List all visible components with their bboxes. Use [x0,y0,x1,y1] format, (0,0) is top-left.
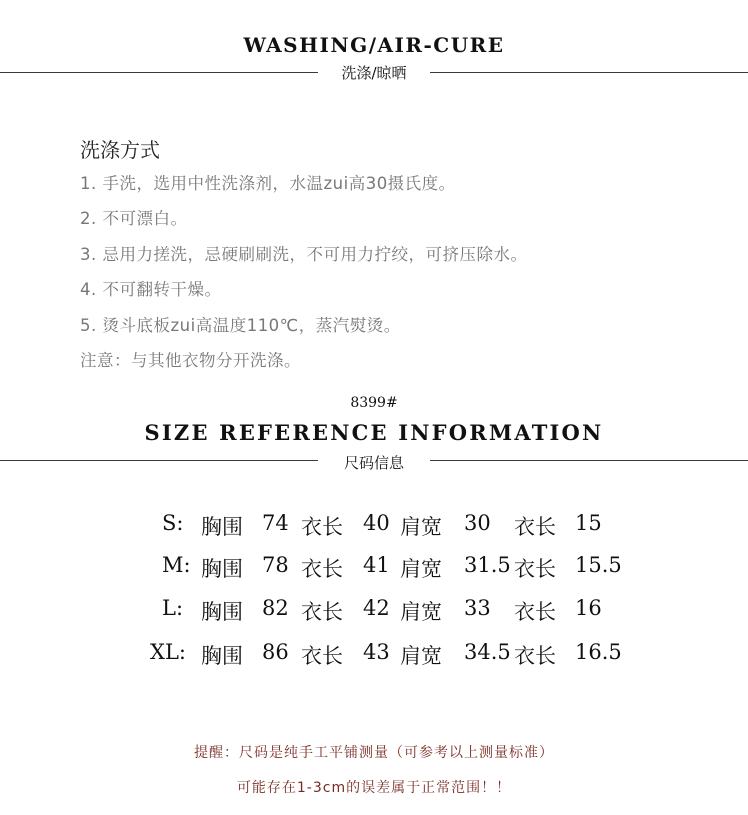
shoulder-value: 31.5 [464,553,511,577]
product-code: 8399# [350,395,398,411]
size-label: M: [162,553,191,577]
length-value: 42 [363,596,390,620]
length-label: 衣长 [301,557,343,581]
size-section-title: SIZE REFERENCE INFORMATION [144,420,604,445]
sleeve-value: 16 [575,596,602,620]
shoulder-label: 肩宽 [400,600,442,624]
length-label: 衣长 [301,600,343,624]
size-label: S: [162,511,184,535]
size-label: XL: [150,640,186,664]
sleeve-label: 衣长 [514,515,556,539]
shoulder-value: 33 [464,596,491,620]
chest-label: 胸围 [201,557,243,581]
washing-item: 1. 手洗，选用中性洗涤剂，水温zui高30摄氏度。 [80,174,456,193]
washing-section-subtitle: 洗涤/晾晒 [341,64,407,82]
washing-section-title: WASHING/AIR-CURE [243,33,505,57]
sleeve-label: 衣长 [514,600,556,624]
length-label: 衣长 [301,515,343,539]
chest-label: 胸围 [201,600,243,624]
length-value: 43 [363,640,390,664]
sleeve-value: 16.5 [575,640,622,664]
length-value: 40 [363,511,390,535]
washing-item: 5. 烫斗底板zui高温度110℃，蒸汽熨烫。 [80,316,401,335]
sleeve-value: 15.5 [575,553,622,577]
shoulder-label: 肩宽 [400,644,442,668]
shoulder-label: 肩宽 [400,515,442,539]
sleeve-label: 衣长 [514,557,556,581]
washing-item: 3. 忌用力搓洗，忌硬刷刷洗，不可用力拧绞，可挤压除水。 [80,245,528,264]
washing-item: 4. 不可翻转干燥。 [80,280,222,299]
measurement-reminder: 提醒：尺码是纯手工平铺测量（可参考以上测量标准） [194,745,554,761]
sleeve-value: 15 [575,511,602,535]
chest-value: 78 [262,553,289,577]
length-label: 衣长 [301,644,343,668]
chest-label: 胸围 [201,515,243,539]
chest-value: 82 [262,596,289,620]
size-row-xl [0,640,748,670]
shoulder-label: 肩宽 [400,557,442,581]
chest-value: 74 [262,511,289,535]
size-row-l [0,596,748,626]
washing-method-heading: 洗涤方式 [80,138,160,162]
error-range-note: 可能存在1-3cm的误差属于正常范围！！ [236,780,512,796]
chest-label: 胸围 [201,644,243,668]
size-section-subtitle: 尺码信息 [343,454,404,472]
sleeve-label: 衣长 [514,644,556,668]
length-value: 41 [363,553,390,577]
size-row-m [0,553,748,583]
shoulder-value: 30 [464,511,491,535]
washing-item: 2. 不可漂白。 [80,209,188,228]
size-label: L: [162,596,184,620]
shoulder-value: 34.5 [464,640,511,664]
size-row-s [0,511,748,541]
washing-note: 注意：与其他衣物分开洗涤。 [80,351,301,370]
chest-value: 86 [262,640,289,664]
